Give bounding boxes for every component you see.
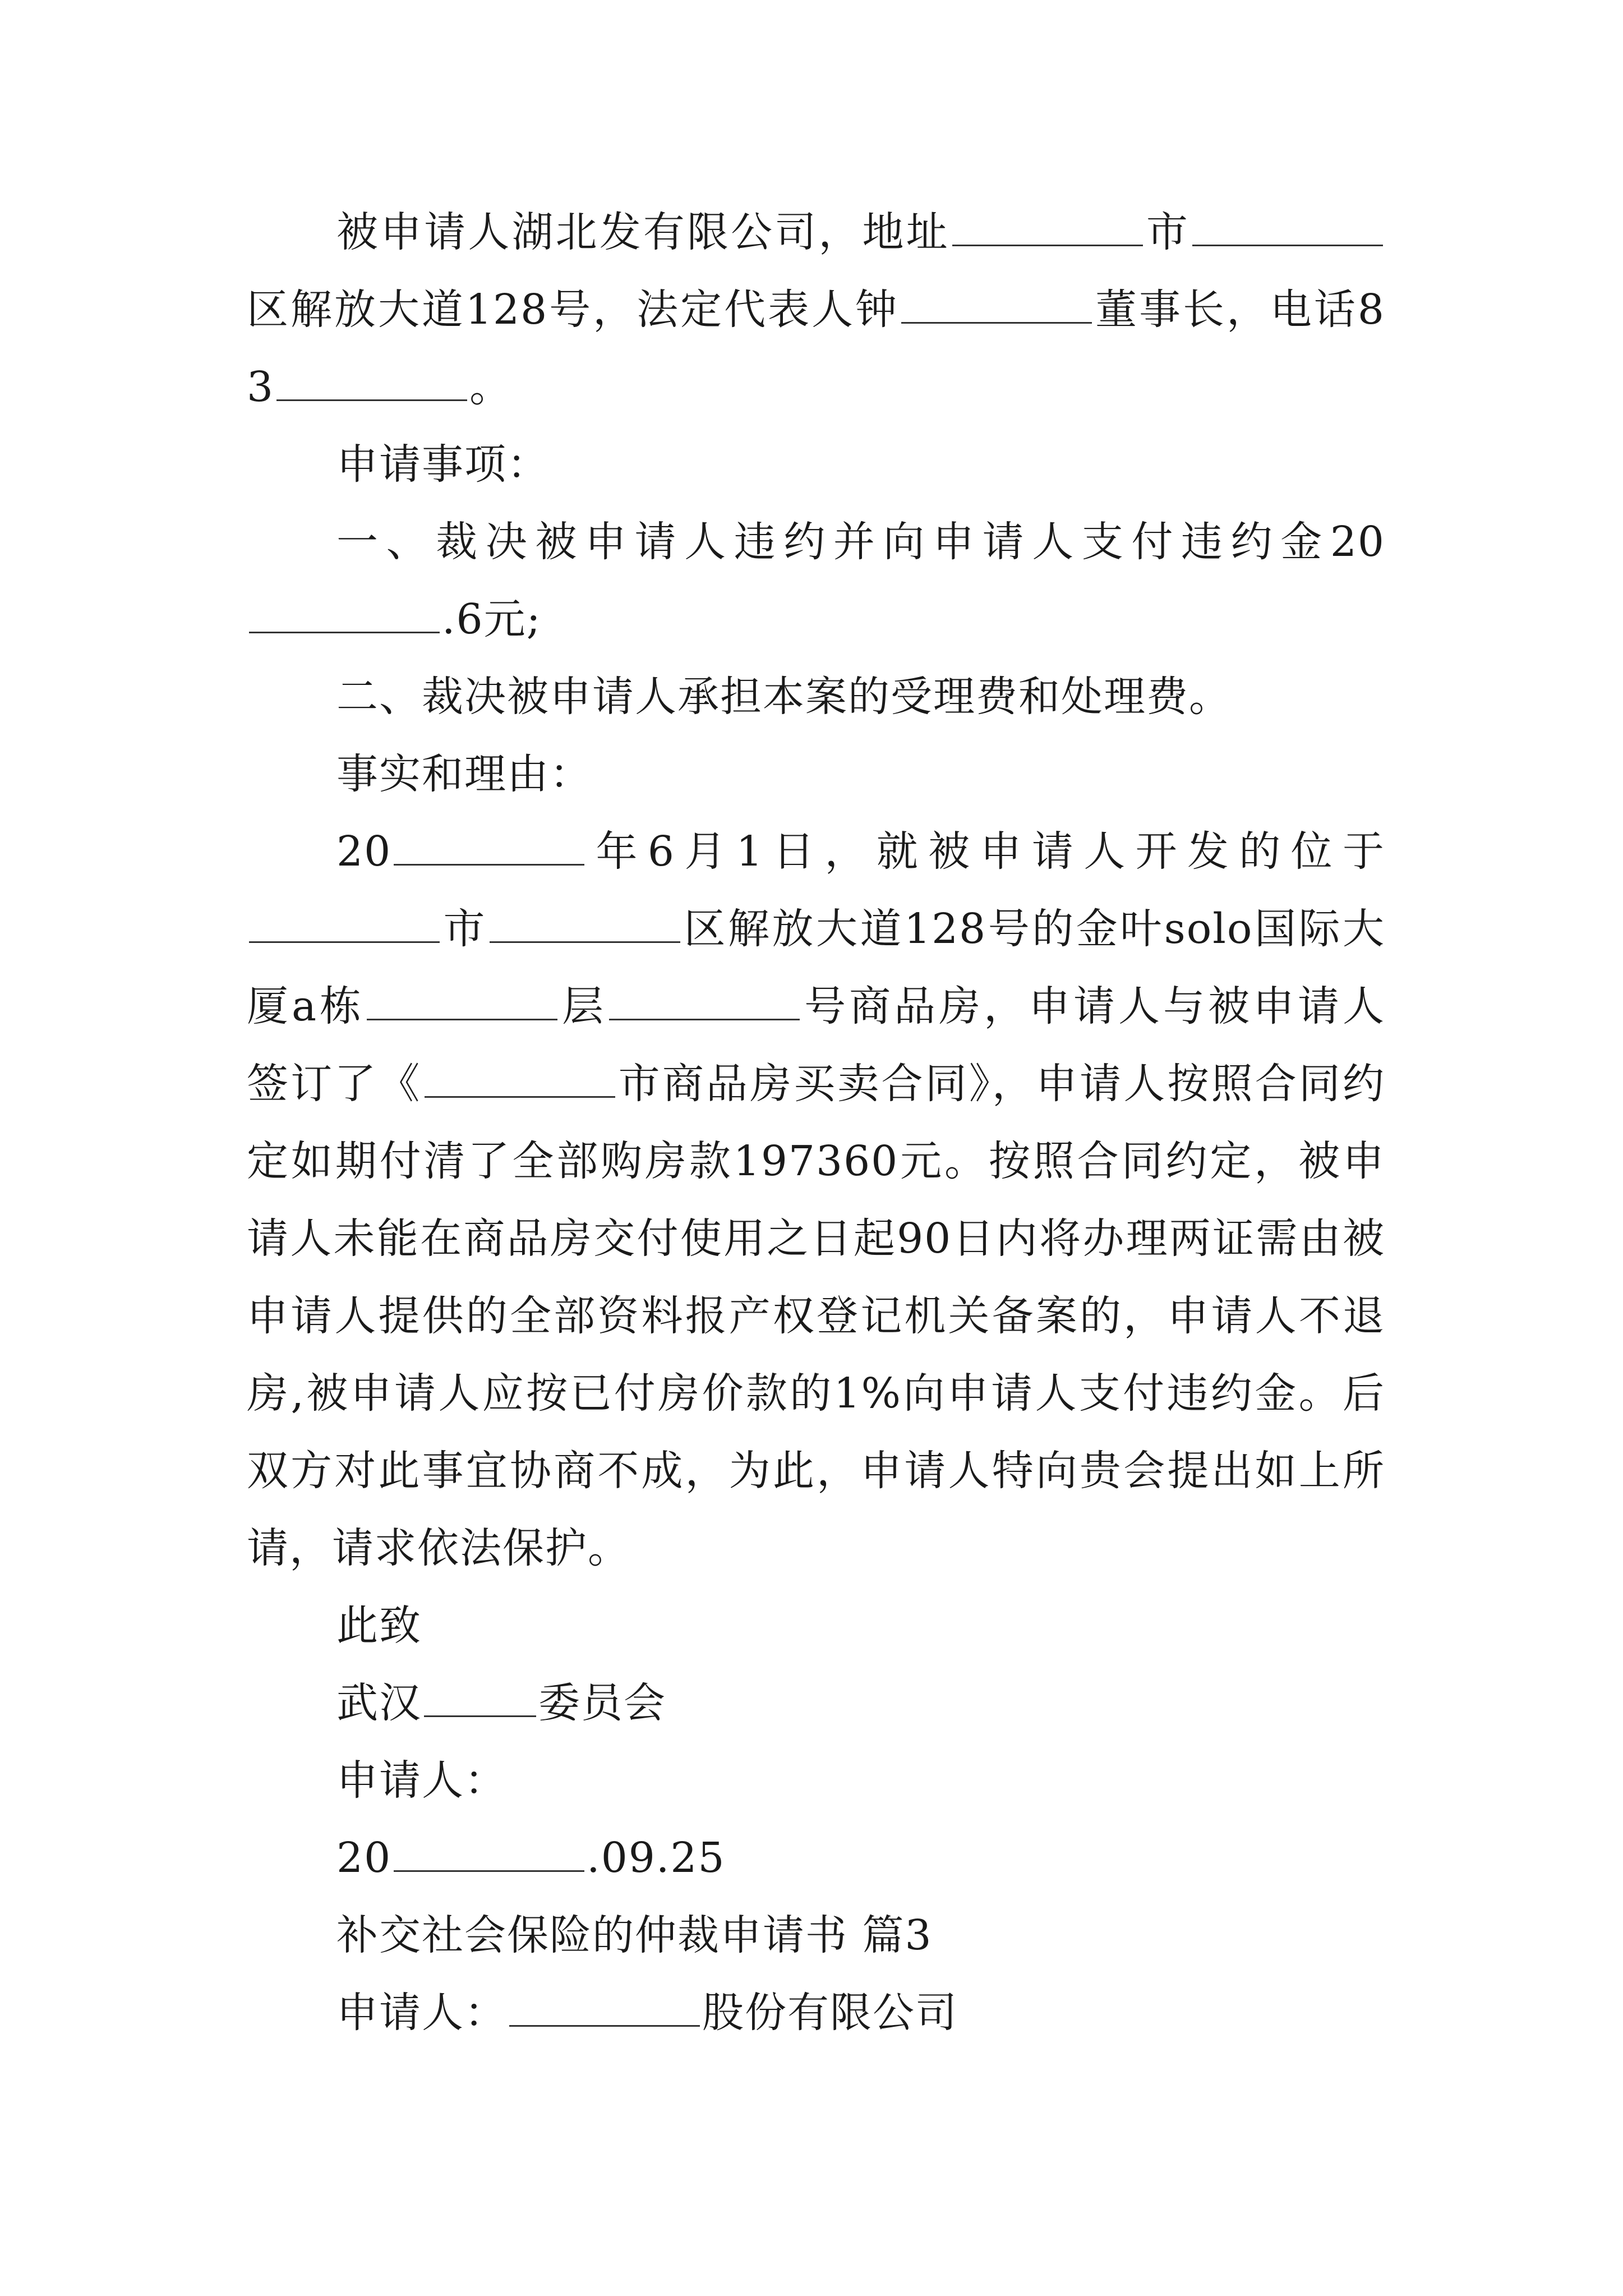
respondent-paragraph: 被申请人湖北发有限公司，地址 市区解放大道128号，法定代表人钟 董事长，电话83 。 xyxy=(247,194,1385,426)
next-section-title: 补交社会保险的仲裁申请书 篇3 xyxy=(336,1911,933,1959)
unit-number-blank xyxy=(609,979,800,1020)
representative-name-blank xyxy=(901,283,1092,324)
addressee: 武汉 委员会 xyxy=(247,1664,1385,1742)
claim-1: 一、裁决被申请人违约并向申请人支付违约金20.6元; xyxy=(247,503,1385,658)
document-body xyxy=(247,194,1385,2051)
company-name-blank xyxy=(509,1986,700,2027)
facts-paragraph: 20 年6月1日，就被申请人开发的位于市 区解放大道128号的金叶solo国际大厦a栋 层 号商品房，申请人与被申请人签订了《 市商品房买卖合同》，申请人按照合同约定如期付清了全部购房款197360元。按照合同约定，被申请人未能在商品房交付使用之日起90日内将办理两证需由被申请人提供的全部资料报产权登记机关备案的，申请人不退房,被申请人应按已付房价款的1%向申请人支付违约金。后双方对此事宜协商不成，为此，申请人特向贵会提出如上所请，请求依法保护。 xyxy=(247,813,1385,1587)
date-year-blank xyxy=(394,1831,584,1872)
closing-salutation: 此致 xyxy=(336,1602,422,1650)
signature-label: 申请人： xyxy=(336,1756,507,1805)
next-applicant-line: 申请人： 股份有限公司 xyxy=(247,1974,1385,2051)
facts-heading: 事实和理由： xyxy=(336,750,592,798)
claim-2: 二、裁决被申请人承担本案的受理费和处理费。 xyxy=(336,673,1232,721)
penalty-amount-blank xyxy=(249,592,440,633)
committee-name-blank xyxy=(424,1676,536,1717)
address-city-blank xyxy=(952,205,1143,246)
floor-blank xyxy=(367,979,557,1020)
location-district-blank xyxy=(490,902,680,943)
contract-city-blank xyxy=(425,1057,615,1098)
phone-blank xyxy=(276,360,467,401)
address-district-blank xyxy=(1192,205,1383,246)
claims-heading: 申请事项： xyxy=(336,440,550,489)
year-blank xyxy=(394,825,584,866)
document-date: 20 .09.25 xyxy=(247,1819,1385,1897)
location-city-blank xyxy=(249,902,440,943)
